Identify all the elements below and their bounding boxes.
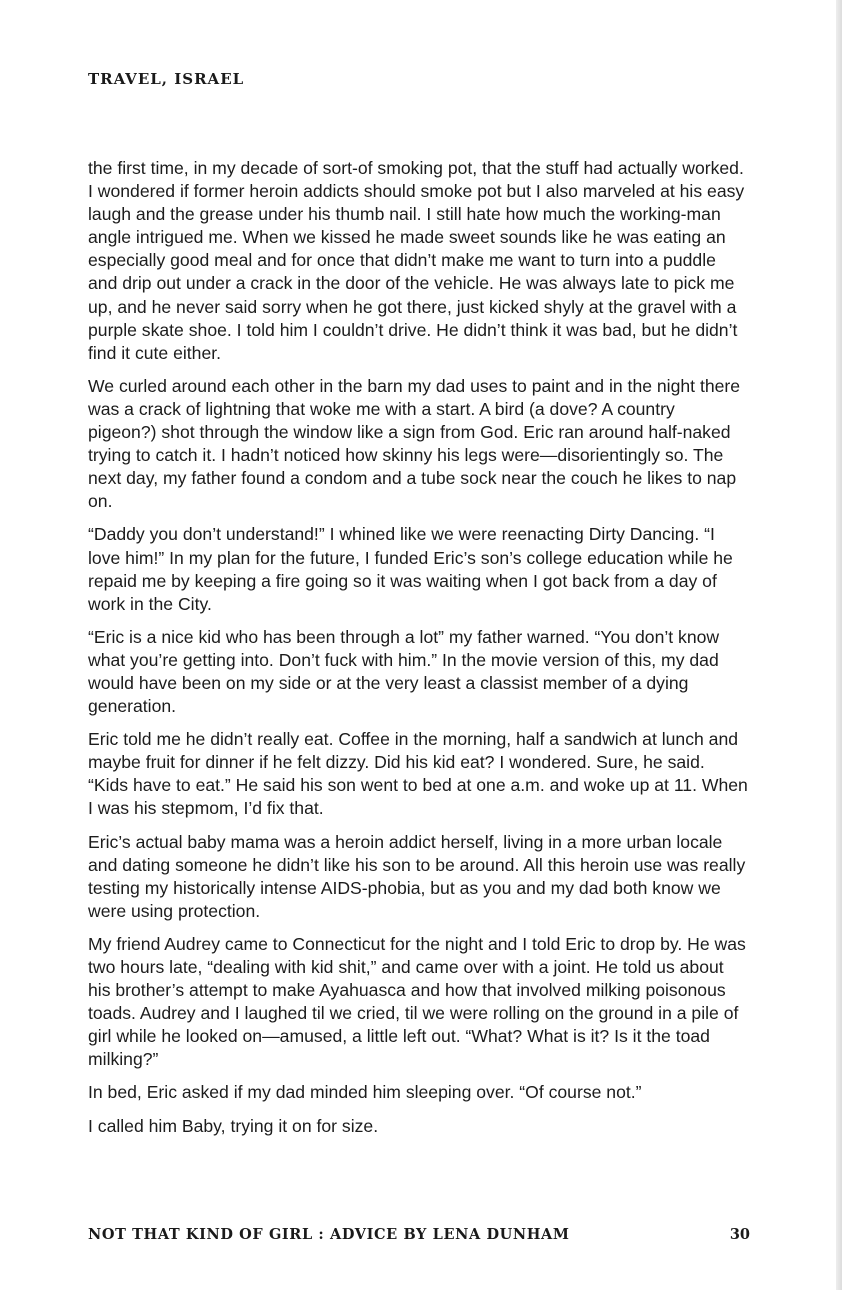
paragraph: I called him Baby, trying it on for size. (88, 1115, 379, 1136)
body-text (88, 157, 748, 1148)
paragraph: “Eric is a nice kid who has been through a lot” my father warned. “You don’t know what you’re getting into. Don’t fuck with him.” In the movie version of this, my dad would have been on my side or at the very least a classist member of a dying generation. (88, 626, 720, 717)
page-number: 30 (729, 1226, 750, 1243)
running-footer (88, 1226, 750, 1243)
paragraph: My friend Audrey came to Connecticut for the night and I told Eric to drop by. He was two hours late, “dealing with kid shit,” and came over with a joint. He told us about his brother’s attempt to make Ayahuasca and how that involved milking poisonous toads. Audrey and I laughed til we cried, til we were rolling on the ground in a pile of girl while he looked on—amused, a little left out. “What? What is it? Is it the toad milking?” (88, 933, 746, 1070)
paragraph: Eric told me he didn’t really eat. Coffee in the morning, half a sandwich at lunch and maybe fruit for dinner if he felt dizzy. Did his kid eat? I wondered. Sure, he said. “Kids have to eat.” He said his son went to bed at one a.m. and woke up at 11. When I was his stepmom, I’d fix that. (88, 729, 748, 819)
paragraph: In bed, Eric asked if my dad minded him sleeping over. “Of course not.” (88, 1082, 642, 1103)
paragraph: “Daddy you don’t understand!” I whined like we were reenacting Dirty Dancing. “I love him!” In my plan for the future, I funded Eric’s son’s college education while he repaid me by keeping a fire going so it was waiting when I got back from a day of work in the City. (88, 524, 733, 614)
paragraph: Eric’s actual baby mama was a heroin addict herself, living in a more urban locale and dating someone he didn’t like his son to be around. All this heroin use was really testing my historically intense AIDS-phobia, but as you and my dad both know we were using protection. (88, 831, 746, 921)
page-edge (836, 0, 842, 1290)
book-title: NOT THAT KIND OF GIRL : ADVICE BY LENA DUNHAM (88, 1226, 570, 1243)
running-header: TRAVEL, ISRAEL (88, 70, 245, 88)
paragraph: the first time, in my decade of sort-of smoking pot, that the stuff had actually worked. I wondered if former heroin addicts should smoke pot but I also marveled at his easy laugh and the grease under his thumb nail. I still hate how much the working-man angle intrigued me. When we kissed he made sweet sounds like he was eating an especially good meal and for once that didn’t make me want to turn into a puddle and drip out under a crack in the door of the vehicle. He was always late to pick me up, and he never said sorry when he got there, just kicked shyly at the gravel with a purple skate shoe. I told him I couldn’t drive. He didn’t think it was bad, but he didn’t find it cute either. (88, 158, 745, 363)
paragraph: We curled around each other in the barn my dad uses to paint and in the night there was a crack of lightning that woke me with a start. A bird (a dove? A country pigeon?) shot through the window like a sign from God. Eric ran around half-naked trying to catch it. I hadn’t noticed how skinny his legs were—disorientingly so. The next day, my father found a condom and a tube sock near the couch he likes to nap on. (88, 375, 741, 512)
